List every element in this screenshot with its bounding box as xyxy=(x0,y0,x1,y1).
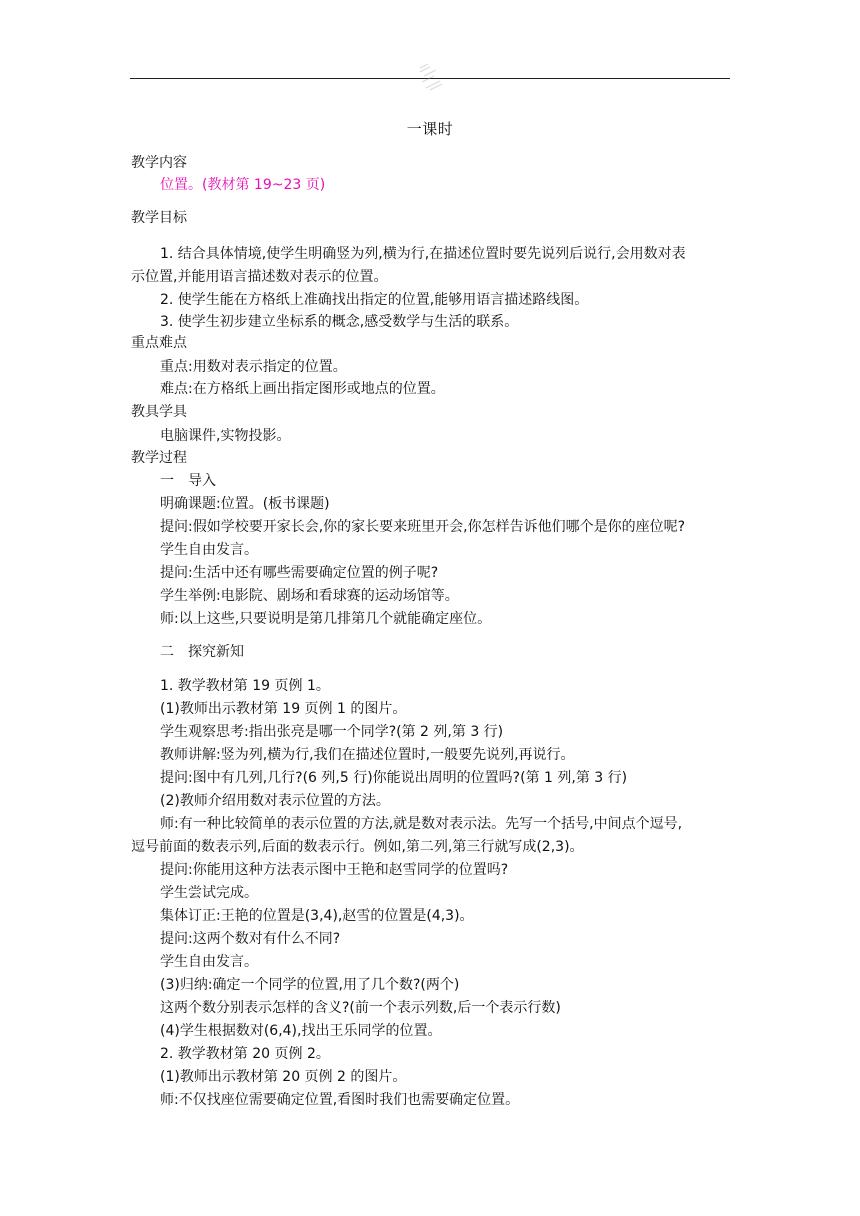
paragraph: (3)归纳:确定一个同学的位置,用了几个数?(两个) xyxy=(160,977,460,993)
watermark-icon xyxy=(416,62,444,92)
paragraph: 教师讲解:竖为列,横为行,我们在描述位置时,一般要先说列,再说行。 xyxy=(160,747,575,763)
section-heading-goals: 教学目标 xyxy=(131,210,187,226)
paragraph: (1)教师出示教材第 20 页例 2 的图片。 xyxy=(160,1069,407,1085)
paragraph: 学生自由发言。 xyxy=(160,542,258,558)
part-1-title: 一 导入 xyxy=(160,473,216,489)
paragraph: 学生自由发言。 xyxy=(160,954,258,970)
paragraph: 学生举例:电影院、剧场和看球赛的运动场馆等。 xyxy=(160,588,459,604)
paragraph: 集体订正:王艳的位置是(3,4),赵雪的位置是(4,3)。 xyxy=(160,908,474,924)
paragraph: (2)教师介绍用数对表示位置的方法。 xyxy=(160,793,390,809)
paragraph: 明确课题:位置。(板书课题) xyxy=(160,496,330,512)
paragraph: 学生观察思考:指出张亮是哪一个同学?(第 2 列,第 3 行) xyxy=(160,724,504,740)
part-2-title: 二 探究新知 xyxy=(160,644,244,660)
tools-line: 电脑课件,实物投影。 xyxy=(160,428,291,444)
paragraph: (1)教师出示教材第 19 页例 1 的图片。 xyxy=(160,701,407,717)
content-line: 位置。(教材第 19~23 页) xyxy=(160,177,326,193)
difficult-point: 难点:在方格纸上画出指定图形或地点的位置。 xyxy=(160,381,445,397)
goal-1-line-1: 1. 结合具体情境,使学生明确竖为列,横为行,在描述位置时要先说列后说行,会用数对表 xyxy=(160,246,686,262)
paragraph: 2. 教学教材第 20 页例 2。 xyxy=(160,1046,330,1062)
paragraph: (4)学生根据数对(6,4),找出王乐同学的位置。 xyxy=(160,1023,442,1039)
goal-1-line-2: 示位置,并能用语言描述数对表示的位置。 xyxy=(131,269,388,285)
goal-3: 3. 使学生初步建立坐标系的概念,感受数学与生活的联系。 xyxy=(160,314,519,330)
section-heading-key: 重点难点 xyxy=(131,335,187,351)
section-heading-process: 教学过程 xyxy=(131,450,187,466)
paragraph: 提问:图中有几列,几行?(6 列,5 行)你能说出周明的位置吗?(第 1 列,第 3 行) xyxy=(160,770,628,786)
section-heading-tools: 教具学具 xyxy=(131,404,187,420)
paragraph: 提问:生活中还有哪些需要确定位置的例子呢? xyxy=(160,565,439,581)
paragraph: 师:有一种比较简单的表示位置的方法,就是数对表示法。先写一个括号,中间点个逗号, xyxy=(160,816,683,832)
paragraph: 这两个数分别表示怎样的含义?(前一个表示列数,后一个表示行数) xyxy=(160,1000,561,1016)
page-title: 一课时 xyxy=(406,120,454,138)
paragraph: 提问:假如学校要开家长会,你的家长要来班里开会,你怎样告诉他们哪个是你的座位呢? xyxy=(160,519,686,535)
paragraph: 提问:你能用这种方法表示图中王艳和赵雪同学的位置吗? xyxy=(160,862,509,878)
goal-2: 2. 使学生能在方格纸上准确找出指定的位置,能够用语言描述路线图。 xyxy=(160,292,589,308)
paragraph: 逗号前面的数表示列,后面的数表示行。例如,第二列,第三行就写成(2,3)。 xyxy=(131,839,584,855)
paragraph: 学生尝试完成。 xyxy=(160,885,258,901)
paragraph: 师:不仅找座位需要确定位置,看图时我们也需要确定位置。 xyxy=(160,1092,520,1108)
paragraph: 师:以上这些,只要说明是第几排第几个就能确定座位。 xyxy=(160,611,492,627)
paragraph: 提问:这两个数对有什么不同? xyxy=(160,931,341,947)
paragraph: 1. 教学教材第 19 页例 1。 xyxy=(160,678,330,694)
key-point: 重点:用数对表示指定的位置。 xyxy=(160,359,347,375)
section-heading-content: 教学内容 xyxy=(131,155,187,171)
